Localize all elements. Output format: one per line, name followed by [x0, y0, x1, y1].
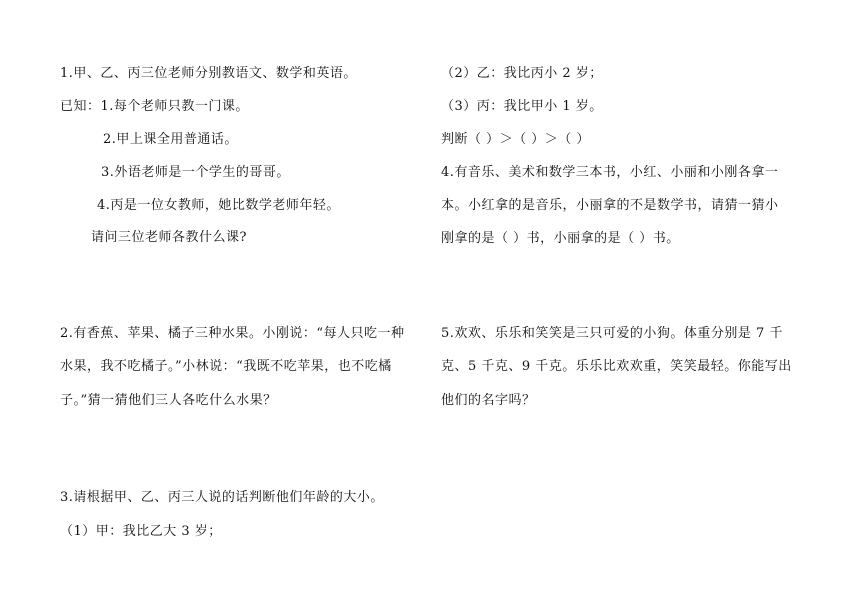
q3-title: 3.请根据甲、乙、丙三人说的话判断他们年龄的大小。 [60, 490, 384, 505]
q3-judge-line: 判断（ ）＞（ ）＞（ ） [441, 132, 590, 147]
q3-statement-1: （1）甲：我比乙大 3 岁； [60, 524, 222, 539]
q1-condition-3: 3.外语老师是一个学生的哥哥。 [101, 165, 290, 180]
q1-title: 1.甲、乙、丙三位老师分别教语文、数学和英语。 [60, 66, 357, 81]
q4-line-2: 本。小红拿的是音乐，小丽拿的不是数学书，请猜一猜小 [441, 198, 779, 213]
q2-line-2: 水果，我不吃橘子。”小林说：“我既不吃苹果，也不吃橘 [60, 359, 392, 374]
q2-line-1: 2.有香蕉、苹果、橘子三种水果。小刚说：“每人只吃一种 [60, 326, 405, 341]
q1-known-1: 已知：1.每个老师只教一门课。 [60, 99, 249, 114]
q3-statement-2: （2）乙：我比丙小 2 岁； [441, 66, 603, 81]
q4-line-1: 4.有音乐、美术和数学三本书，小红、小丽和小刚各拿一 [441, 165, 779, 180]
q2-line-3: 子。”猜一猜他们三人各吃什么水果？ [60, 393, 277, 408]
q5-line-1: 5.欢欢、乐乐和笑笑是三只可爱的小狗。体重分别是 7 千 [441, 326, 783, 341]
q1-question: 请问三位老师各教什么课? [91, 230, 247, 245]
q1-condition-4: 4.丙是一位女教师，她比数学老师年轻。 [97, 198, 340, 213]
q5-line-2: 克、5 千克、9 千克。乐乐比欢欢重，笑笑最轻。你能写出 [441, 359, 792, 374]
q4-line-3: 刚拿的是（ ）书，小丽拿的是（ ）书。 [441, 231, 680, 246]
q5-line-3: 他们的名字吗？ [441, 393, 536, 408]
q1-condition-2: 2.甲上课全用普通话。 [103, 132, 238, 147]
q3-statement-3: （3）丙：我比甲小 1 岁。 [441, 99, 603, 114]
